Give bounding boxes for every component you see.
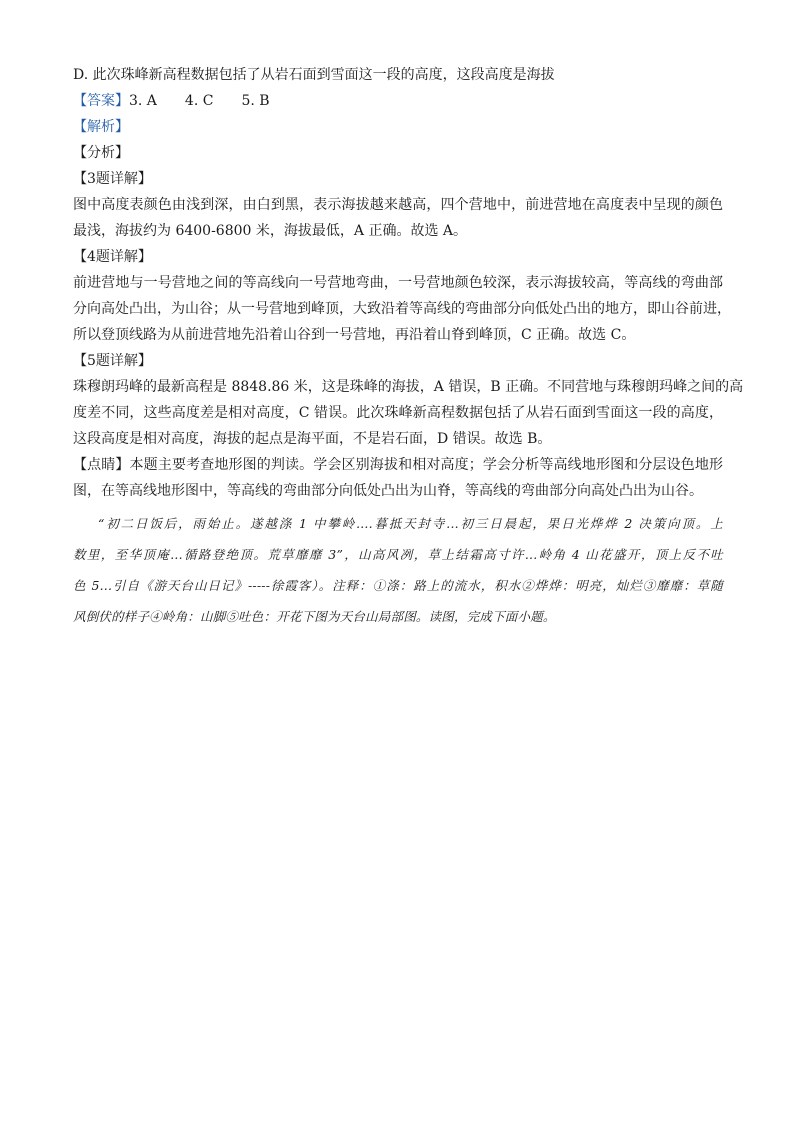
quote-line-1: “初二日饭后，雨始止。遂越涤 1 中攀岭....暮抵天封寺...初三日晨起，果日光烨烨 2 决策向顶。上 <box>98 516 723 531</box>
q4-line-3: 所以登顶线路为从前进营地先沿着山谷到一号营地，再沿着山脊到峰顶，C 正确。故选 C。 <box>73 327 636 343</box>
answer-5: 5. B <box>241 93 270 109</box>
q5-tag: 【5题详解】 <box>73 353 152 369</box>
q5-line-3: 这段高度是相对高度，海拔的起点是海平面，不是岩石面，D 错误。故选 B。 <box>73 431 552 447</box>
dianjing-tag: 【点睛】 <box>73 457 130 473</box>
fenxi-tag: 【分析】 <box>73 145 129 161</box>
option-d: D. 此次珠峰新高程数据包括了从岩石面到雪面这一段的高度，这段高度是海拔 <box>73 67 555 83</box>
answer-3: 3. A <box>129 93 157 109</box>
q3-line-2: 最浅，海拔约为 6400-6800 米，海拔最低，A 正确。故选 A。 <box>73 223 468 239</box>
document-page <box>73 62 744 632</box>
q5-line-2: 度差不同，这些高度差是相对高度，C 错误。此次珠峰新高程数据包括了从岩石面到雪面这一段的高度， <box>73 405 723 421</box>
answer-tag: 【答案】 <box>73 93 129 109</box>
q3-line-1: 图中高度表颜色由浅到深，由白到黑，表示海拔越来越高，四个营地中，前进营地在高度表中呈现的颜色 <box>73 197 723 213</box>
q3-tag: 【3题详解】 <box>73 171 152 187</box>
analysis-tag: 【解析】 <box>73 119 129 135</box>
q4-line-2: 分向高处凸出，为山谷；从一号营地到峰顶，大致沿着等高线的弯曲部分向低处凸出的地方，即山谷前进， <box>73 301 731 317</box>
quote-passage <box>73 508 723 632</box>
quote-line-2: 数里，至华顶庵...循路登绝顶。荒草靡靡 3”，山高风冽，草上结霜高寸许...岭角 4 山花盛开，顶上反不吐 <box>73 547 723 562</box>
dianjing-line-2: 图，在等高线地形图中，等高线的弯曲部分向低处凸出为山脊，等高线的弯曲部分向高处凸出为山谷。 <box>73 483 703 499</box>
q5-line-1: 珠穆朗玛峰的最新高程是 8848.86 米，这是珠峰的海拔，A 错误，B 正确。不同营地与珠穆朗玛峰之间的高 <box>73 379 744 395</box>
dianjing-line-1 <box>73 452 723 478</box>
dianjing-text-1: 本题主要考查地形图的判读。学会区别海拔和相对高度；学会分析等高线地形图和分层设色地形 <box>129 457 724 473</box>
quote-line-3: 色 5...引自《游天台山日记》-----徐霞客）。注释：①涤：路上的流水，积水②烨烨：明亮，灿烂③靡靡：草随 <box>73 578 723 593</box>
answer-4: 4. C <box>184 93 214 109</box>
q4-line-1: 前进营地与一号营地之间的等高线向一号营地弯曲，一号营地颜色较深，表示海拔较高，等高线的弯曲部 <box>73 275 723 291</box>
answer-line <box>73 88 723 114</box>
q4-tag: 【4题详解】 <box>73 249 152 265</box>
quote-line-4: 风倒伏的样子④岭角：山脚⑤吐色：开花下图为天台山局部图。读图，完成下面小题。 <box>73 609 556 624</box>
